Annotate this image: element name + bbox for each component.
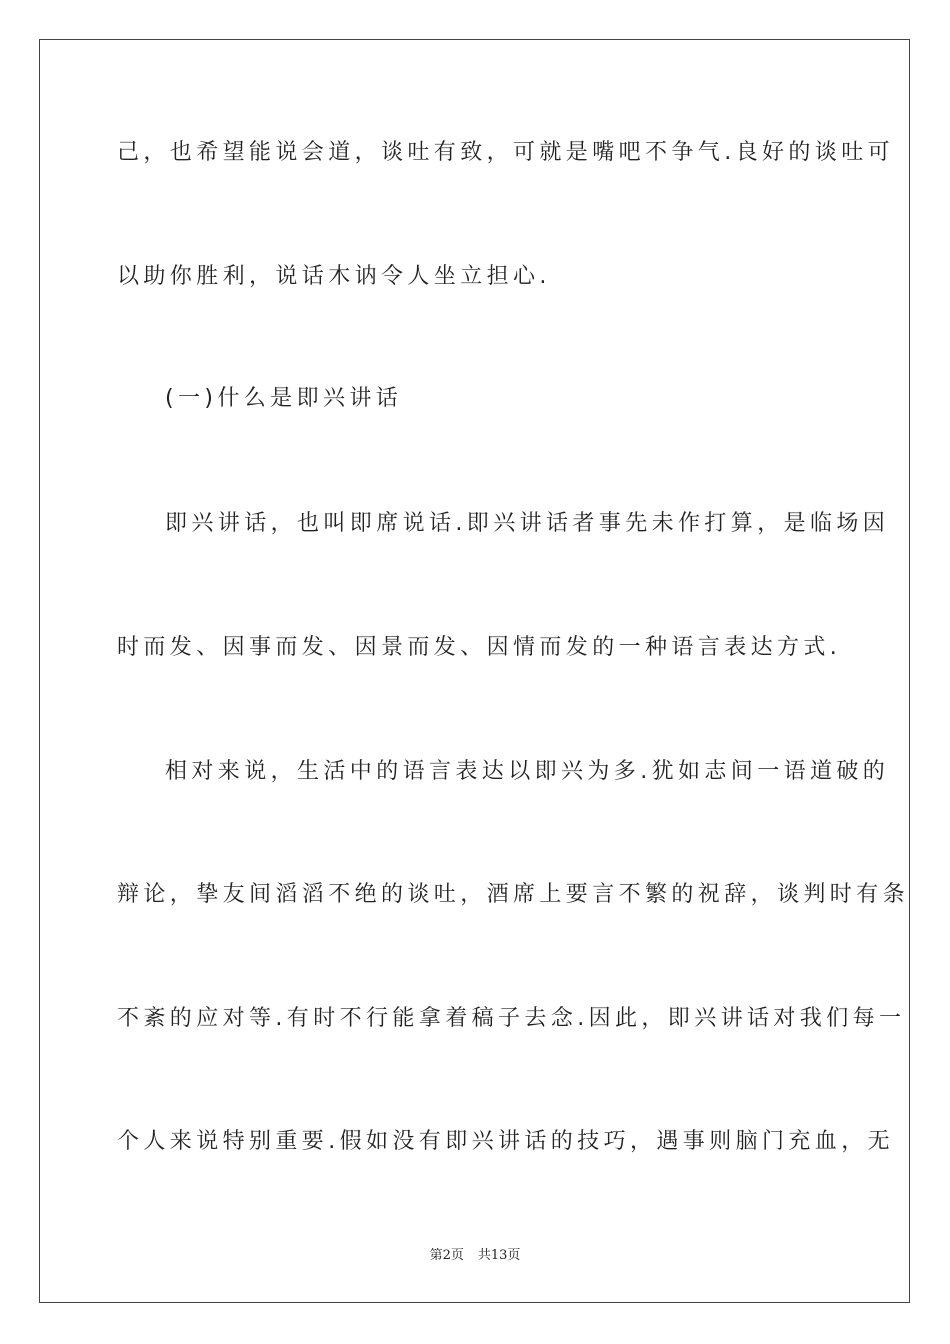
body-line-7: 不紊的应对等.有时不行能拿着稿子去念.因此，即兴讲话对我们每一 xyxy=(117,1006,906,1031)
body-line-6: 辩论，挚友间滔滔不绝的谈吐，酒席上要言不繁的祝辞，谈判时有条 xyxy=(117,882,910,907)
body-line-4: 时而发、因事而发、因景而发、因情而发的一种语言表达方式. xyxy=(117,635,842,660)
body-line-3: 即兴讲话，也叫即席说话.即兴讲话者事先未作打算，是临场因 xyxy=(165,511,890,536)
page-footer xyxy=(0,1247,950,1265)
page-total: 共13页 xyxy=(477,1248,521,1263)
body-line-8: 个人来说特别重要.假如没有即兴讲话的技巧，遇事则脑门充血，无 xyxy=(117,1129,894,1154)
page-border xyxy=(39,39,910,1303)
body-line-1: 己，也希望能说会道，谈吐有致，可就是嘴吧不争气.良好的谈吐可 xyxy=(117,140,894,165)
section-heading: (一)什么是即兴讲话 xyxy=(165,386,403,411)
body-line-5: 相对来说，生活中的语言表达以即兴为多.犹如志间一语道破的 xyxy=(165,759,890,784)
body-line-2: 以助你胜利，说话木讷令人坐立担心. xyxy=(117,264,551,289)
page-number: 第2页 xyxy=(429,1248,464,1263)
